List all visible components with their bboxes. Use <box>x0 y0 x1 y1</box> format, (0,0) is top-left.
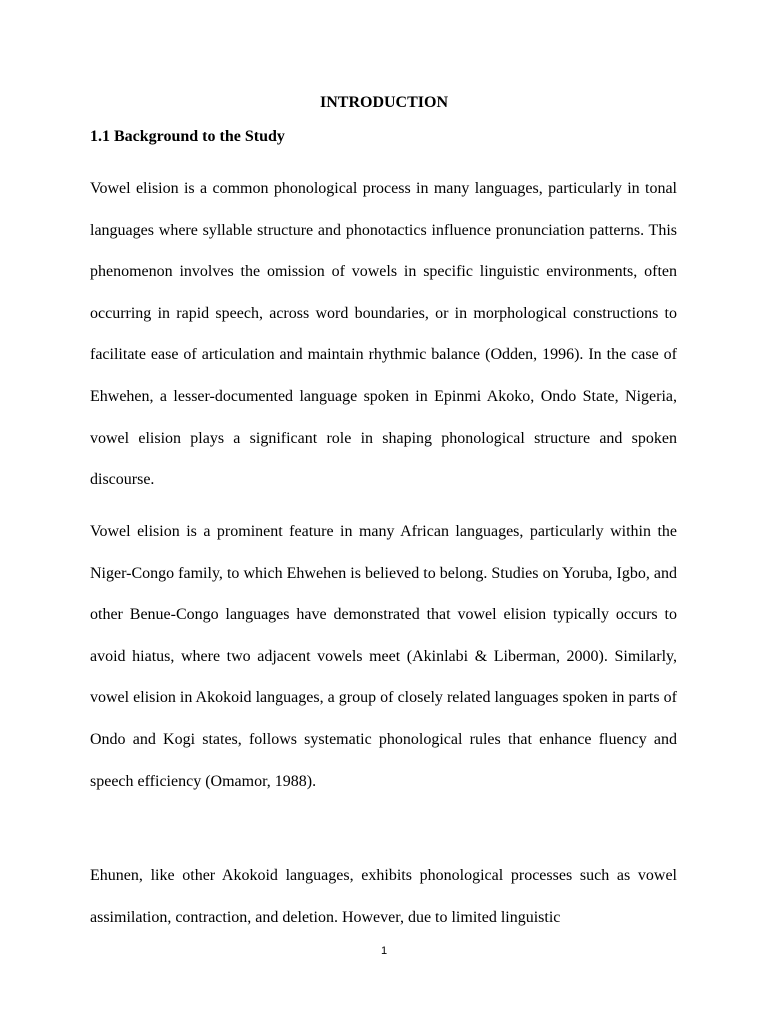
section-heading: 1.1 Background to the Study <box>90 128 285 145</box>
page-number: 1 <box>380 945 388 957</box>
page-title: INTRODUCTION <box>319 94 448 111</box>
body-paragraph-2: Vowel elision is a prominent feature in many African languages, particularly within the Niger-Congo family, to which Ehwehen is believed to belong. Studies on Yoruba, Igbo, and other Benue-Congo languages have demonstrated that vowel elision typically occurs to avoid hiatus, where two adjacent vowels meet (Akinlabi & Liberman, 2000). Similarly, vowel elision in Akokoid languages, a group of closely related languages spoken in parts of Ondo and Kogi states, follows systematic phonological rules that enhance fluency and speech efficiency (Omamor, 1988). <box>90 523 677 790</box>
body-paragraph-3: Ehunen, like other Akokoid languages, exhibits phonological processes such as vowel assimilation, contraction, and deletion. However, due to limited linguistic <box>90 867 677 926</box>
body-paragraph-1: Vowel elision is a common phonological process in many languages, particularly in tonal languages where syllable structure and phonotactics influence pronunciation patterns. This phenomenon involves the omission of vowels in specific linguistic environments, often occurring in rapid speech, across word boundaries, or in morphological constructions to facilitate ease of articulation and maintain rhythmic balance (Odden, 1996). In the case of Ehwehen, a lesser-documented language spoken in Epinmi Akoko, Ondo State, Nigeria, vowel elision plays a significant role in shaping phonological structure and spoken discourse. <box>90 180 677 489</box>
